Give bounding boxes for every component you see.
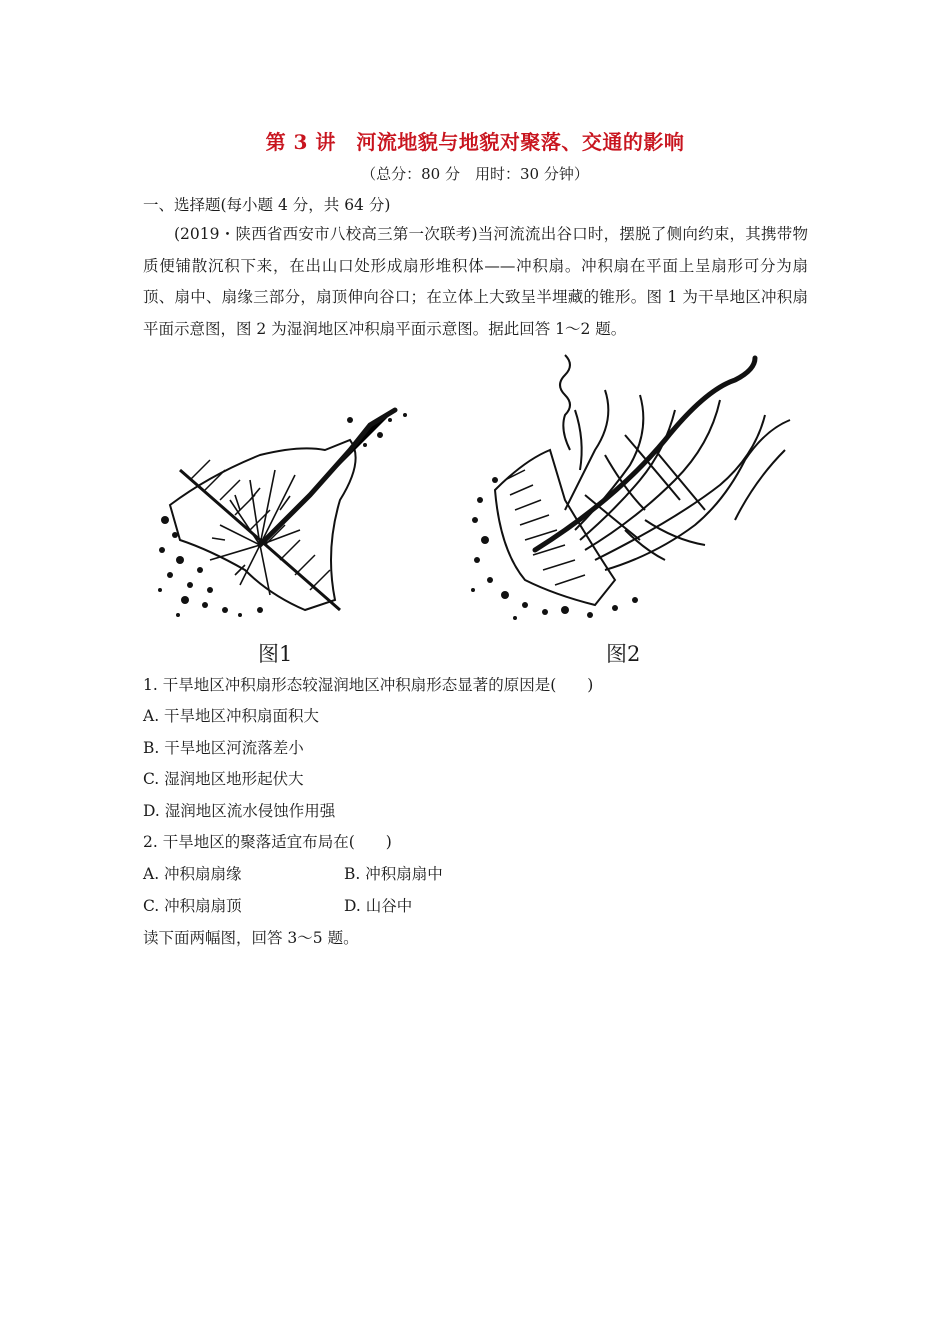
question-2-option-d: D. 山谷中 bbox=[344, 897, 413, 915]
intro-paragraph: (2019・陕西省西安市八校高三第一次联考)当河流流出谷口时，摆脱了侧向约束，其携带物质便铺散沉积下来，在出山口处形成扇形堆积体——冲积扇。冲积扇在平面上呈扇形可分为扇顶、扇中、扇缘三部分，扇顶伸向谷口；在立体上大致呈半埋藏的锥形。图 1 为干旱地区冲积扇平面示意图，图 2 为湿润地区冲积扇平面示意图。据此回答 1～2 题。 bbox=[143, 225, 808, 338]
question-1-option-d: D. 湿润地区流水侵蚀作用强 bbox=[143, 802, 336, 820]
score-time-info: （总分：80 分 用时：30 分钟） bbox=[361, 165, 589, 183]
instruction-line: 读下面两幅图，回答 3～5 题。 bbox=[143, 929, 359, 947]
figure-1-arid-alluvial-fan bbox=[150, 400, 420, 630]
question-2-option-b: B. 冲积扇扇中 bbox=[344, 865, 443, 883]
question-2-option-c: C. 冲积扇扇顶 bbox=[143, 897, 242, 915]
figure-2-humid-alluvial-fan bbox=[465, 350, 795, 630]
section-heading: 一、选择题(每小题 4 分，共 64 分) bbox=[143, 196, 391, 214]
question-1-stem: 1. 干旱地区冲积扇形态较湿润地区冲积扇形态显著的原因是( ) bbox=[143, 676, 594, 694]
figure-2-caption: 图2 bbox=[606, 642, 641, 666]
figure-1-caption: 图1 bbox=[258, 642, 293, 666]
lesson-title: 第 3 讲 河流地貌与地貌对聚落、交通的影响 bbox=[265, 130, 685, 154]
question-1-option-b: B. 干旱地区河流落差小 bbox=[143, 739, 304, 757]
question-1-option-c: C. 湿润地区地形起伏大 bbox=[143, 770, 304, 788]
question-1-option-a: A. 干旱地区冲积扇面积大 bbox=[143, 707, 320, 725]
question-2-option-a: A. 冲积扇扇缘 bbox=[143, 865, 242, 883]
question-2-stem: 2. 干旱地区的聚落适宜布局在( ) bbox=[143, 833, 392, 851]
